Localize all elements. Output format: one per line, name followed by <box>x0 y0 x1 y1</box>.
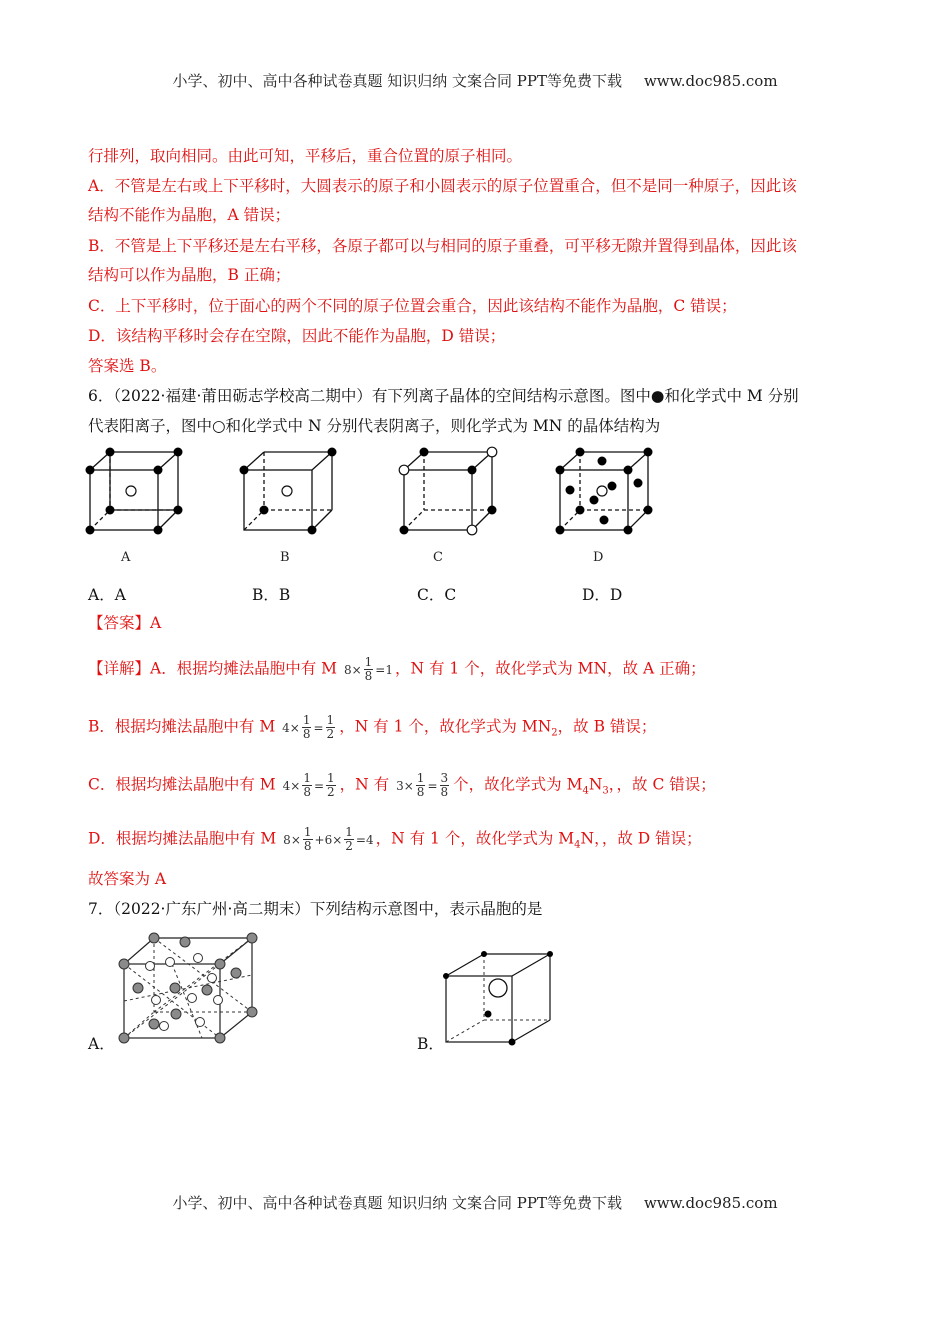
q6-detail-b: B．根据均摊法晶胞中有 M 4 × $\frac{1}{8}$ = $\frac{1}{2}$ ，N 有 1 个，故化学式为 $MN_2$，故 B 错误； <box>88 713 657 741</box>
q7-option-a[interactable]: A． <box>88 1035 115 1053</box>
figure-label-c: C <box>433 550 443 565</box>
crystal-figure-c <box>398 446 500 538</box>
prev-line-8: 答案选 B。 <box>88 357 167 375</box>
formula-c-m: 4 × $\frac{1}{8}$ = $\frac{1}{2}$ <box>282 771 335 799</box>
page-header <box>0 70 950 91</box>
option-c[interactable]: C．C <box>417 586 457 604</box>
option-b[interactable]: B．B <box>252 586 291 604</box>
prev-line-3: 结构不能作为晶胞，A 错误； <box>88 206 291 224</box>
detail-a-post: ，N 有 1 个，故化学式为 MN，故 A 正确； <box>395 659 706 678</box>
q7-figure-a <box>112 928 262 1044</box>
q7-stem: 7．（2022·广东广州·高二期末）下列结构示意图中，表示晶胞的是 <box>88 900 543 918</box>
q6-detail-a <box>88 656 706 683</box>
page-footer <box>0 1192 950 1213</box>
q6-stem-2: 代表阳离子，图中○和化学式中 N 分别代表阴离子，则化学式为 MN 的晶体结构为 <box>88 417 661 435</box>
option-d[interactable]: D．D <box>582 586 623 604</box>
prev-line-4: B．不管是上下平移还是左右平移，各原子都可以与相同的原子重叠，可平移无隙并置得到晶体，因此该 <box>88 237 797 255</box>
formula-b-m: 4 × $\frac{1}{8}$ = $\frac{1}{2}$ <box>282 713 335 741</box>
detail-b-pre: B．根据均摊法晶胞中有 M <box>88 717 276 736</box>
figure-label-a: A <box>121 550 131 565</box>
detail-d-pre: D．根据均摊法晶胞中有 M <box>88 829 277 848</box>
figure-label-b: B <box>280 550 290 565</box>
crystal-figure-b <box>238 446 340 538</box>
crystal-figure-d <box>554 446 658 538</box>
footer-slogan: 小学、初中、高中各种试卷真题 知识归纳 文案合同 PPT等免费下载 <box>172 1194 622 1212</box>
prev-line-2: A．不管是左右或上下平移时，大圆表示的原子和小圆表示的原子位置重合，但不是同一种原子，因此该 <box>88 177 797 195</box>
prev-line-5: 结构可以作为晶胞，B 正确； <box>88 266 291 284</box>
detail-a-pre: A．根据均摊法晶胞中有 M <box>150 659 338 678</box>
q6-detail-c: C．根据均摊法晶胞中有 M 4 × $\frac{1}{8}$ = $\frac{1}{2}$ ，N 有 3 × $\frac{1}{8}$ = $\frac{3}{8}$ 个，故化学式为 $M_4N_3$，，故 C 错误； <box>88 771 716 799</box>
q7-option-b[interactable]: B． <box>417 1035 444 1053</box>
detail-tag: 【详解】 <box>88 659 151 678</box>
detail-c-pre: C．根据均摊法晶胞中有 M <box>88 775 276 794</box>
formula-d-m: 8 × $\frac{1}{8}$ + 6 × $\frac{1}{2}$ = 4 <box>283 825 374 853</box>
q7-figure-b <box>440 948 560 1048</box>
figure-label-d: D <box>593 550 604 565</box>
q6-stem-1: 6．（2022·福建·莆田砺志学校高二期中）有下列离子晶体的空间结构示意图。图中●和化学式中 M 分别 <box>88 387 799 405</box>
q6-detail-d: D．根据均摊法晶胞中有 M 8 × $\frac{1}{8}$ + 6 × $\frac{1}{2}$ = 4 ，N 有 1 个，故化学式为 $M_4N$，，故 D 错误； <box>88 825 702 853</box>
prev-line-6: C．上下平移时，位于面心的两个不同的原子位置会重合，因此该结构不能作为晶胞，C 错误； <box>88 297 737 315</box>
header-url: www.doc985.com <box>643 72 778 90</box>
prev-line-1: 行排列，取向相同。由此可知，平移后，重合位置的原子相同。 <box>88 147 523 165</box>
option-a[interactable]: A．A <box>88 586 126 604</box>
header-slogan: 小学、初中、高中各种试卷真题 知识归纳 文案合同 PPT等免费下载 <box>172 72 622 90</box>
formula-c-n: 3 × $\frac{1}{8}$ = $\frac{3}{8}$ <box>396 771 449 799</box>
formula-a-m: 8 × $\frac{1}{8}$ = 1 <box>343 655 393 683</box>
footer-url: www.doc985.com <box>643 1194 778 1212</box>
crystal-figure-a <box>84 446 186 538</box>
q6-conclusion: 故答案为 A <box>88 870 167 888</box>
prev-line-7: D．该结构平移时会存在空隙，因此不能作为晶胞，D 错误； <box>88 327 506 345</box>
q6-answer: 【答案】A <box>88 614 162 632</box>
